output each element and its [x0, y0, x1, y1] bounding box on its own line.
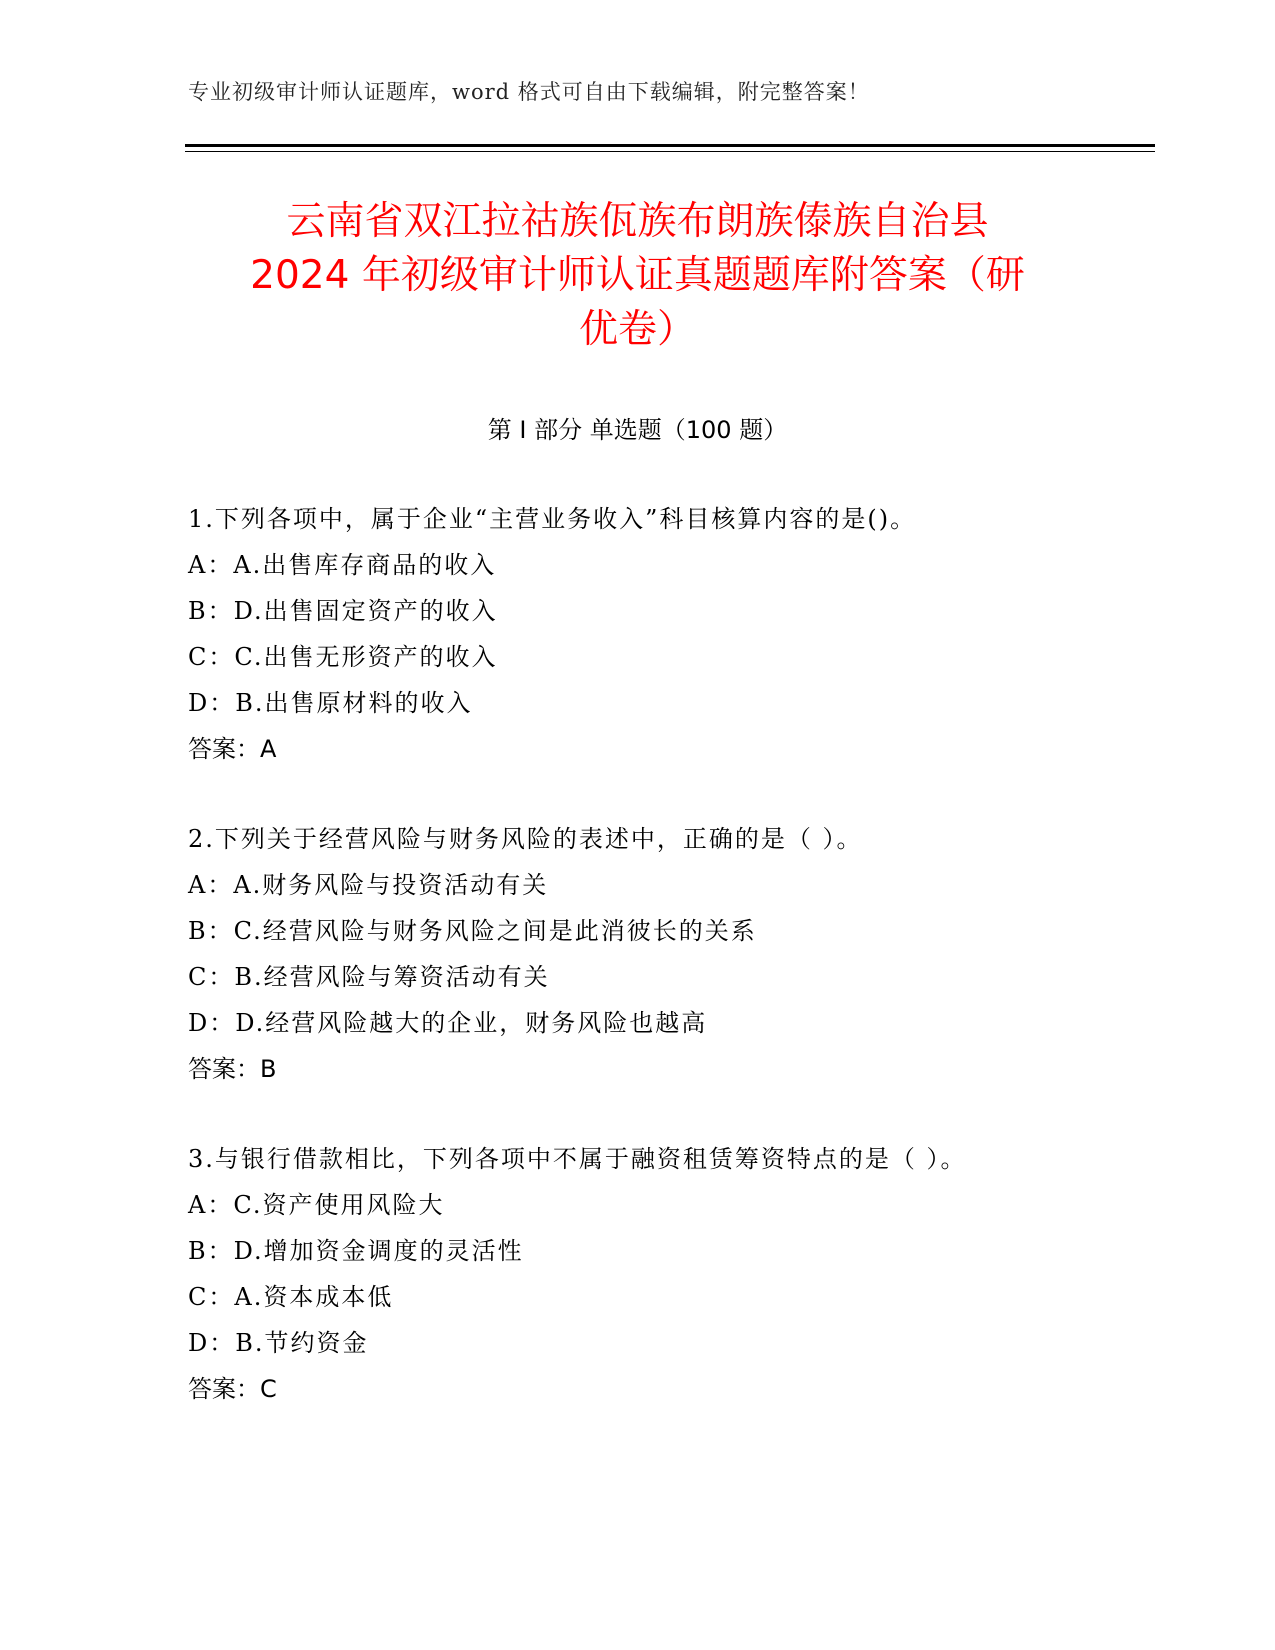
part-heading: 第 I 部分 单选题（100 题）	[487, 416, 788, 444]
question-stem: 2.下列关于经营风险与财务风险的表述中，正确的是（ ）。	[188, 825, 863, 853]
option-a: A：A.财务风险与投资活动有关	[188, 871, 549, 899]
header-note: 专业初级审计师认证题库，word 格式可自由下载编辑，附完整答案！	[188, 80, 870, 104]
title-line-1: 云南省双江拉祜族佤族布朗族傣族自治县	[286, 199, 989, 244]
option-d: D：B.节约资金	[188, 1329, 369, 1357]
option-d: D：D.经营风险越大的企业，财务风险也越高	[188, 1009, 708, 1037]
question-stem: 3.与银行借款相比，下列各项中不属于融资租赁筹资特点的是（ ）。	[188, 1145, 967, 1173]
question-3	[188, 1136, 1148, 1412]
answer-line: 答案：C	[188, 1375, 277, 1403]
option-c: C：B.经营风险与筹资活动有关	[188, 963, 550, 991]
option-c: C：C.出售无形资产的收入	[188, 643, 498, 671]
question-stem: 1.下列各项中，属于企业“主营业务收入”科目核算内容的是()。	[188, 505, 917, 533]
document-title	[150, 195, 1125, 357]
header-divider-thin	[185, 151, 1155, 152]
option-a: A：C.资产使用风险大	[188, 1191, 445, 1219]
question-1	[188, 496, 1148, 772]
answer-line: 答案：A	[188, 735, 277, 763]
option-a: A：A.出售库存商品的收入	[188, 551, 497, 579]
option-b: B：D.出售固定资产的收入	[188, 597, 498, 625]
answer-line: 答案：B	[188, 1055, 277, 1083]
header-divider-thick	[185, 144, 1155, 147]
title-line-3: 优卷）	[578, 307, 696, 352]
option-b: B：D.增加资金调度的灵活性	[188, 1237, 524, 1265]
option-b: B：C.经营风险与财务风险之间是此消彼长的关系	[188, 917, 757, 945]
question-2	[188, 816, 1148, 1092]
title-line-2: 2024 年初级审计师认证真题题库附答案（研	[250, 253, 1025, 298]
option-d: D：B.出售原材料的收入	[188, 689, 473, 717]
option-c: C：A.资本成本低	[188, 1283, 394, 1311]
